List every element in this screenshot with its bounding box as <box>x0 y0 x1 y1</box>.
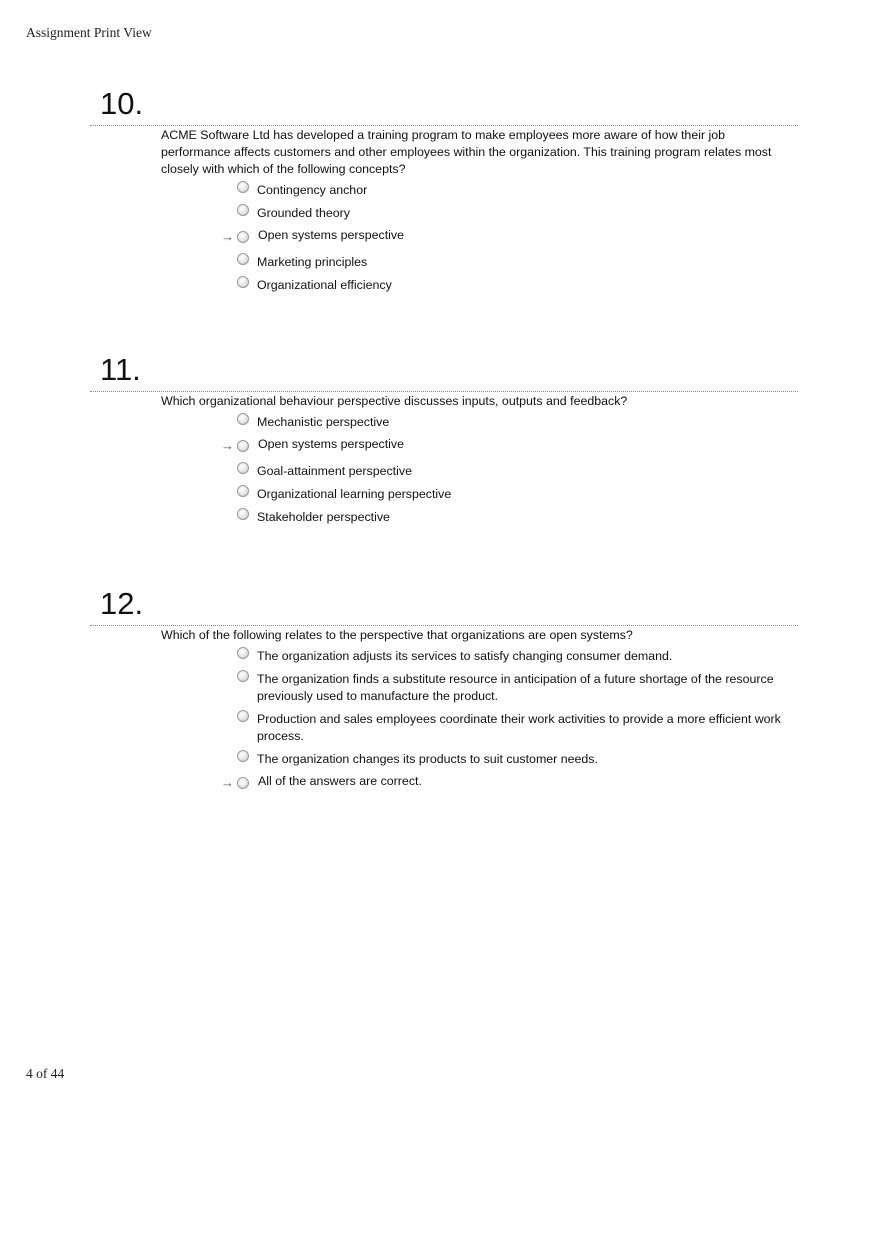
answer-option-correct[interactable] <box>221 773 782 790</box>
answer-option[interactable] <box>237 413 782 431</box>
radio-button-icon[interactable] <box>237 440 249 452</box>
answer-option[interactable] <box>237 710 782 745</box>
answer-option[interactable] <box>237 670 782 705</box>
answer-option[interactable] <box>237 253 782 271</box>
answer-label: The organization finds a substitute resource in anticipation of a future shortage of the resource previously used to manufacture the product. <box>257 672 774 703</box>
question-number: 10. <box>100 86 144 121</box>
radio-button-icon[interactable] <box>237 777 249 789</box>
radio-button-icon[interactable] <box>237 710 249 722</box>
correct-answer-arrow-icon: → <box>221 775 234 790</box>
question-11 <box>90 352 798 531</box>
answer-option[interactable] <box>237 485 782 503</box>
answer-option[interactable] <box>237 647 782 665</box>
radio-button-icon[interactable] <box>237 485 249 497</box>
answer-option[interactable] <box>237 276 782 294</box>
correct-answer-arrow-icon: → <box>221 229 234 244</box>
question-12 <box>90 586 798 799</box>
answer-options <box>221 413 782 526</box>
radio-button-icon[interactable] <box>237 413 249 425</box>
answer-label: The organization adjusts its services to satisfy changing consumer demand. <box>257 649 673 663</box>
question-number: 12. <box>100 586 144 621</box>
question-number: 11. <box>100 352 141 387</box>
answer-option-correct[interactable] <box>221 227 782 244</box>
page-header: Assignment Print View <box>26 25 152 40</box>
answer-options <box>221 647 782 790</box>
answer-option[interactable] <box>237 204 782 222</box>
radio-button-icon[interactable] <box>237 181 249 193</box>
radio-button-icon[interactable] <box>237 231 249 243</box>
radio-button-icon[interactable] <box>237 750 249 762</box>
answer-label: Open systems perspective <box>258 228 404 242</box>
answer-label: Grounded theory <box>257 206 350 220</box>
answer-option[interactable] <box>237 462 782 480</box>
answer-label: Organizational efficiency <box>257 278 392 292</box>
answer-label: Mechanistic perspective <box>257 415 390 429</box>
question-text: Which organizational behaviour perspective discusses inputs, outputs and feedback? <box>161 394 628 408</box>
radio-button-icon[interactable] <box>237 647 249 659</box>
answer-label: The organization changes its products to suit customer needs. <box>257 752 598 766</box>
radio-button-icon[interactable] <box>237 276 249 288</box>
question-divider <box>90 125 798 126</box>
question-divider <box>90 391 798 392</box>
answer-label: Organizational learning perspective <box>257 487 452 501</box>
correct-answer-arrow-icon: → <box>221 438 234 453</box>
answer-options <box>221 181 782 294</box>
answer-label: Stakeholder perspective <box>257 510 390 524</box>
answer-option[interactable] <box>237 181 782 199</box>
answer-label: Open systems perspective <box>258 437 404 451</box>
question-divider <box>90 625 798 626</box>
answer-option[interactable] <box>237 750 782 768</box>
answer-label: Contingency anchor <box>257 183 368 197</box>
answer-label: All of the answers are correct. <box>258 774 422 788</box>
page-number: 4 of 44 <box>26 1066 65 1081</box>
answer-label: Production and sales employees coordinate their work activities to provide a more efficient work process. <box>257 712 781 743</box>
radio-button-icon[interactable] <box>237 462 249 474</box>
answer-label: Goal-attainment perspective <box>257 464 412 478</box>
question-10 <box>90 86 798 299</box>
radio-button-icon[interactable] <box>237 204 249 216</box>
answer-option[interactable] <box>237 508 782 526</box>
radio-button-icon[interactable] <box>237 508 249 520</box>
answer-label: Marketing principles <box>257 255 368 269</box>
radio-button-icon[interactable] <box>237 670 249 682</box>
radio-button-icon[interactable] <box>237 253 249 265</box>
answer-option-correct[interactable] <box>221 436 782 453</box>
question-text: Which of the following relates to the perspective that organizations are open systems? <box>161 628 633 642</box>
question-text: ACME Software Ltd has developed a training program to make employees more aware of how their job performance affects customers and other employees within the organization. This training program relates most closely with which of the following concepts? <box>161 128 772 176</box>
